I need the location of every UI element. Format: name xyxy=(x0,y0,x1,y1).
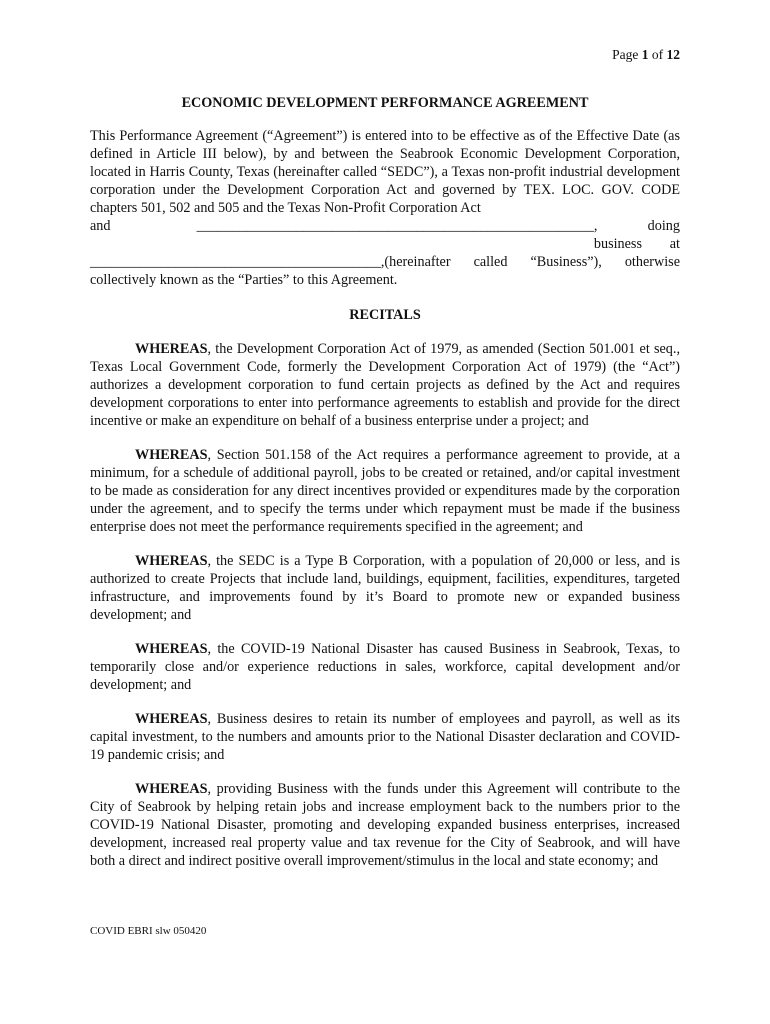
recital-paragraph xyxy=(90,340,680,430)
and-word: and xyxy=(90,218,111,234)
address-blank: _________________________________________ xyxy=(90,254,381,270)
doing-business-at: , doing business at xyxy=(593,218,680,252)
recital-text: , the Development Corporation Act of 1979, as amended (Section 501.001 et seq., Texas Local Government Code, formerly the Development Corporation Act of 1979) (the “Act”) authorizes a development corporation to fund certain projects as defined by the Act and requires development corporations to enter into performance agreements to establish and provide for the direct incentive or make an expenditure on behalf of a business enterprise under a project; and xyxy=(90,341,680,429)
whereas-label: WHEREAS xyxy=(135,711,208,727)
page-total: 12 xyxy=(666,47,680,62)
whereas-label: WHEREAS xyxy=(135,641,208,657)
recital-paragraph xyxy=(90,552,680,624)
footer-doc-id: COVID EBRI slw 050420 xyxy=(90,925,207,937)
document-body xyxy=(90,94,680,886)
recitals-heading: RECITALS xyxy=(349,307,421,323)
page-current: 1 xyxy=(641,47,649,62)
intro-paragraph xyxy=(90,127,680,289)
page-label: Page xyxy=(612,47,639,62)
recital-text: , the SEDC is a Type B Corporation, with a population of 20,000 or less, and is authorized to create Projects that include land, buildings, equipment, facilities, expenditures, targeted infrastructure, and improvements found by it’s Board to promote new or expanded business development; and xyxy=(90,553,680,623)
document-title: ECONOMIC DEVELOPMENT PERFORMANCE AGREEMENT xyxy=(181,95,589,111)
recital-text: , Section 501.158 of the Act requires a performance agreement to provide, at a minimum, for a schedule of additional payroll, jobs to be created or retained, and/or capital investment to be made as consideration for any direct incentives provided or expenditures made by the corporation under the agreement, and to specify the terms under which repayment must be made if the business enterprise does not meet the performance requirements specified in the agreement; and xyxy=(90,447,680,535)
recital-paragraph xyxy=(90,780,680,870)
intro-text: This Performance Agreement (“Agreement”) is entered into to be effective as of the Effective Date (as defined in Article III below), by and between the Seabrook Economic Development Corporation, located in Harris County, Texas (hereinafter called “SEDC”), a Texas non-profit industrial development corporation under the Development Corporation Act and governed by TEX. LOC. GOV. CODE chapters 501, 502 and 505 and the Texas Non-Profit Corporation Act xyxy=(90,128,680,216)
intro-blank-line-1 xyxy=(90,217,680,253)
recital-paragraph xyxy=(90,710,680,764)
whereas-label: WHEREAS xyxy=(135,553,208,569)
whereas-label: WHEREAS xyxy=(135,447,208,463)
page-number xyxy=(612,46,680,64)
party-name-blank: ________________________________________________________ xyxy=(196,218,594,234)
whereas-label: WHEREAS xyxy=(135,341,208,357)
intro-closing-text: ,(hereinafter called “Business”), otherwise collectively known as the “Parties” to this Agreement. xyxy=(90,254,680,288)
whereas-label: WHEREAS xyxy=(135,781,208,797)
recital-paragraph xyxy=(90,640,680,694)
recital-paragraph xyxy=(90,446,680,536)
recital-text: , Business desires to retain its number of employees and payroll, as well as its capital investment, to the numbers and amounts prior to the National Disaster declaration and COVID-19 pandemic crisis; and xyxy=(90,711,680,763)
page-of: of xyxy=(651,47,664,62)
recital-text: , providing Business with the funds under this Agreement will contribute to the City of Seabrook by helping retain jobs and increase employment back to the numbers prior to the COVID-19 National Disaster, promoting and developing expanded business enterprises, increased development, increased real property value and tax revenue for the City of Seabrook, and will have both a direct and indirect positive overall improvement/stimulus in the local and state economy; and xyxy=(90,781,680,869)
recital-text: , the COVID-19 National Disaster has caused Business in Seabrook, Texas, to temporarily close and/or experience reductions in sales, workforce, capital development and/or development; and xyxy=(90,641,680,693)
